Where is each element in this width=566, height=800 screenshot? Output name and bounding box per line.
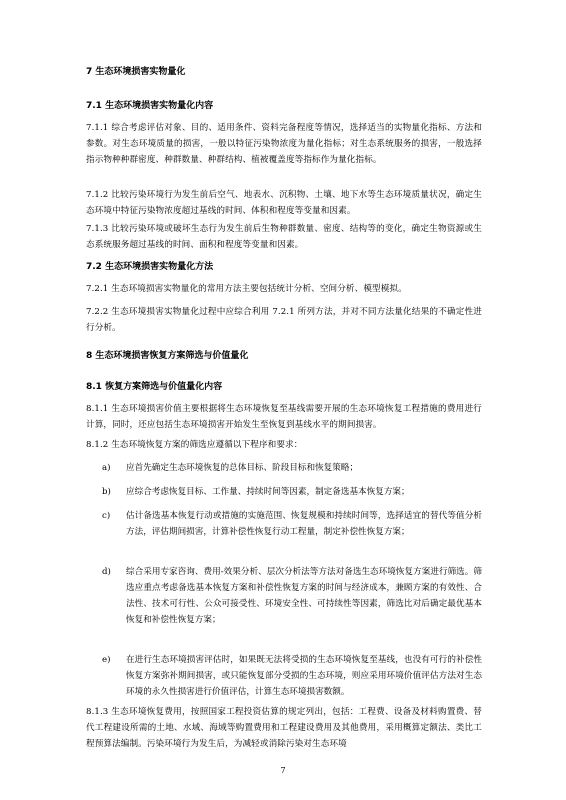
paragraph-8-1-1: 8.1.1 生态环境损害价值主要根据将生态环境恢复至基线需要开展的生态环境恢复工程措施的费用进行计算，同时，还应包括生态环境损害开始发生至恢复到基线水平的期间损害。 [86,404,482,430]
section-7-heading: 7 生态环境损害实物量化 [86,67,186,77]
paragraph-7-1-1: 7.1.1 综合考虑评估对象、目的、适用条件、资料完备程度等情况，选择适当的实物量化指标、方法和参数。对生态环境质量的损害，一般以特征污染物浓度为量化指标；对生态系统服务的损害，一般选择指示物种种群密度、种群数量、种群结构、植被覆盖度等指标作为量化指标。 [86,123,482,165]
list-item-c [102,508,482,540]
list-item-label: d) [102,567,111,577]
list-item-label: e) [102,655,111,665]
list-item-text: 应综合考虑恢复目标、工作量、持续时间等因素，制定备选基本恢复方案； [126,487,410,497]
list-item-label: a) [102,463,111,473]
paragraph-7-1-2: 7.1.2 比较污染环境行为发生前后空气、地表水、沉积物、土壤、地下水等生态环境质量状况，确定生态环境中特征污染物浓度超过基线的时间、体积和程度等变量和因素。 [86,190,482,216]
paragraph-7-2-1: 7.2.1 生态环境损害实物量化的常用方法主要包括统计分析、空间分析、模型模拟。 [86,284,407,294]
page-number: 7 [280,766,286,775]
list-item-e [102,652,482,700]
section-7-2-heading: 7.2 生态环境损害实物量化方法 [86,262,214,272]
paragraph-7-2-2: 7.2.2 生态环境损害实物量化过程中应综合利用 7.2.1 所列方法，并对不同方法量化结果的不确定性进行分析。 [86,307,482,333]
list-item-text: 估计备选基本恢复行动或措施的实施范围、恢复规模和持续时间等，选择适宜的替代等值分析方法，评估期间损害，计算补偿性恢复行动工程量，制定补偿性恢复方案； [126,511,482,537]
list-item-text: 在进行生态环境损害评估时，如果既无法将受损的生态环境恢复至基线，也没有可行的补偿性恢复方案弥补期间损害，或只能恢复部分受损的生态环境，则应采用环境价值评估方法对生态环境的永久性损害进行价值评估，计算生态环境损害数额。 [126,655,482,697]
list-item-text: 应首先确定生态环境恢复的总体目标、阶段目标和恢复策略； [126,463,359,473]
list-item-text: 综合采用专家咨询、费用-效果分析、层次分析法等方法对备选生态环境恢复方案进行筛选。筛选应重点考虑备选基本恢复方案和补偿性恢复方案的时间与经济成本，兼顾方案的有效性、合法性、技术可行性、公众可接受性、环境安全性、可持续性等因素，筛选比对后确定最优基本恢复和补偿性恢复方案； [126,567,482,625]
section-8-1-heading: 8.1 恢复方案筛选与价值量化内容 [86,382,223,392]
list-item-d [102,564,482,628]
list-item-label: b) [102,487,111,497]
list-item-label: c) [102,511,111,521]
paragraph-8-1-3: 8.1.3 生态环境恢复费用，按照国家工程投资估算的规定列出，包括：工程费、设备及材料购置费、替代工程建设所需的土地、水域、海域等购置费用和工程建设费用及其他费用，采用概算定额法、类比工程预算法编制。污染环境行为发生后，为减轻或消除污染对生态环境 [86,707,482,749]
list-item-b [102,484,482,500]
section-8-heading: 8 生态环境损害恢复方案筛选与价值量化 [86,351,249,361]
list-item-a [102,460,482,476]
paragraph-7-1-3: 7.1.3 比较污染环境或破坏生态行为发生前后生物种群数量、密度、结构等的变化，确定生物资源或生态系统服务超过基线的时间、面积和程度等变量和因素。 [86,224,482,250]
paragraph-8-1-2: 8.1.2 生态环境恢复方案的筛选应遵循以下程序和要求： [86,440,303,450]
section-7-1-heading: 7.1 生态环境损害实物量化内容 [86,101,214,111]
